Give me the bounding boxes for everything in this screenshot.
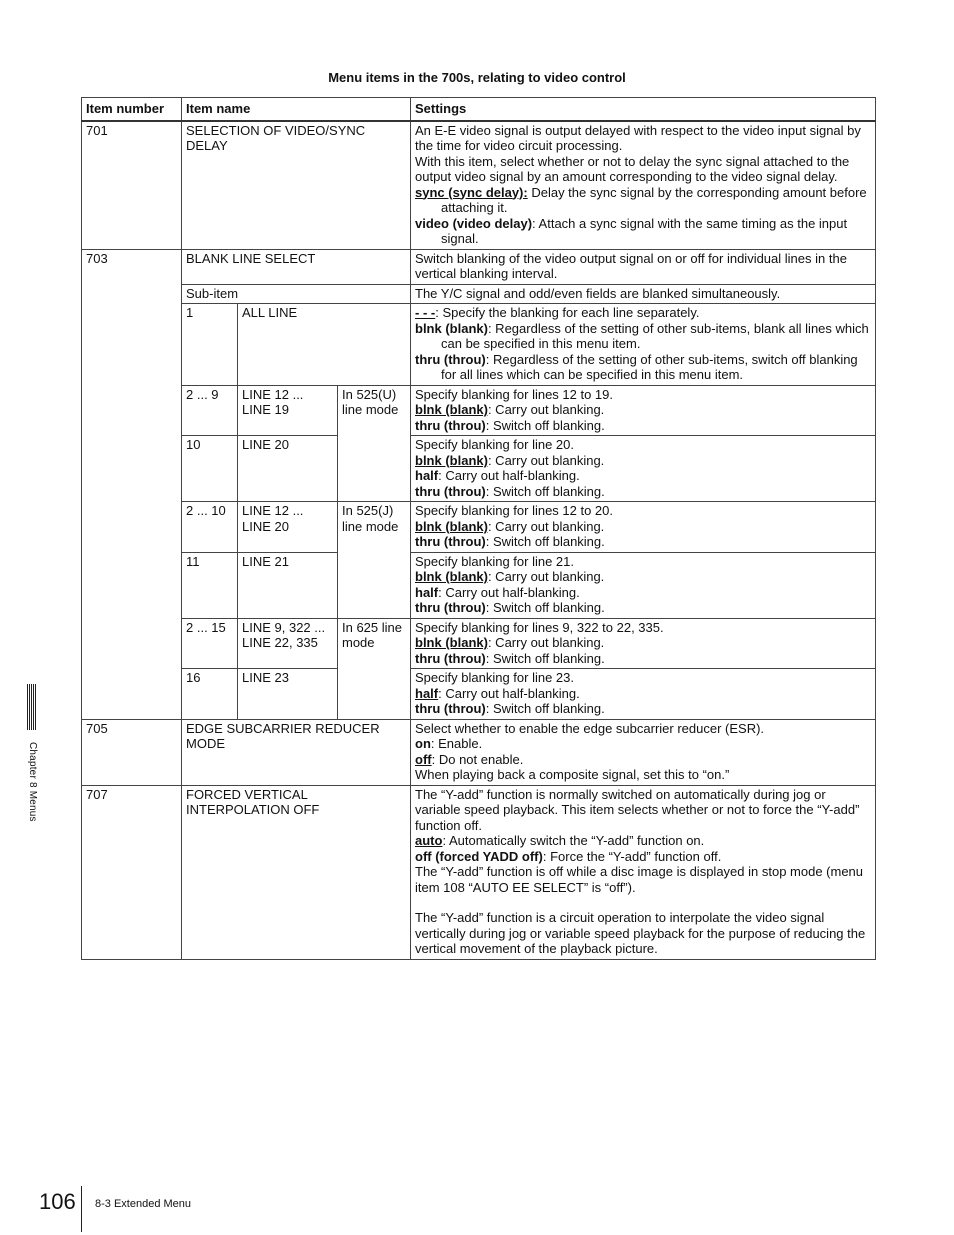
option-text: : Switch off blanking.	[485, 534, 605, 549]
subitem-settings	[411, 618, 876, 669]
option-key: blnk (blank)	[415, 320, 488, 336]
option-key: blnk (blank)	[415, 452, 488, 468]
footer-divider	[81, 1186, 82, 1232]
item-settings	[411, 719, 876, 785]
subitem-number: 10	[182, 436, 238, 502]
table-row	[82, 249, 876, 284]
item-name: BLANK LINE SELECT	[182, 249, 411, 284]
line-mode: In 625 line mode	[338, 618, 411, 719]
line-mode: In 525(J) line mode	[338, 502, 411, 619]
option-text: : Carry out blanking.	[487, 635, 605, 650]
option-key: video (video delay)	[415, 215, 533, 231]
settings-option	[415, 352, 871, 383]
option-text: : Switch off blanking.	[485, 417, 605, 433]
option-text: : Carry out half-blanking.	[438, 468, 580, 483]
option-text: : Regardless of the setting of other sub-items, switch off blanking for all lines which can be specified in this menu item.	[441, 351, 858, 382]
subitem-name: LINE 9, 322 ... LINE 22, 335	[238, 618, 338, 669]
option-key: off (forced YADD off)	[415, 848, 543, 864]
subitem-name: LINE 21	[238, 552, 338, 618]
option-text: : Switch off blanking.	[485, 600, 605, 615]
settings-option	[415, 305, 871, 321]
subitem-number: 2 ... 9	[182, 385, 238, 436]
subitem-settings: The Y/C signal and odd/even fields are blanked simultaneously.	[411, 284, 876, 304]
subitem-row	[82, 304, 876, 386]
option-text: : Carry out half-blanking.	[438, 685, 580, 701]
option-key: thru (throu)	[415, 534, 486, 549]
option-text: : Automatically switch the “Y-add” function on.	[442, 833, 705, 848]
subitem-number: 11	[182, 552, 238, 618]
table-row	[82, 121, 876, 250]
option-key: half	[415, 584, 439, 600]
option-key: half	[415, 468, 439, 483]
option-key: auto	[415, 833, 443, 848]
option-key: thru (throu)	[415, 701, 486, 716]
subitem-row	[82, 502, 876, 553]
option-key: thru (throu)	[415, 650, 486, 666]
item-number: 707	[82, 785, 182, 959]
header-item-name: Item name	[182, 98, 411, 121]
option-key: blnk (blank)	[415, 635, 488, 650]
subitem-number: 2 ... 10	[182, 502, 238, 553]
subitem-settings	[411, 669, 876, 720]
subitem-number: 1	[182, 304, 238, 386]
settings-option	[415, 216, 871, 247]
settings-text: The “Y-add” function is off while a disc image is displayed in stop mode (menu item 108 “AUTO EE SELECT” is “off”).	[415, 864, 864, 895]
table-header-row	[82, 98, 876, 121]
option-key: off	[415, 751, 432, 767]
option-key: blnk (blank)	[415, 518, 488, 534]
option-text: : Switch off blanking.	[485, 483, 605, 499]
settings-text: Specify blanking for lines 9, 322 to 22, 335.	[415, 619, 664, 635]
item-name: FORCED VERTICAL INTERPOLATION OFF	[182, 785, 411, 959]
option-text: : Regardless of the setting of other sub-items, blank all lines which can be specified in this menu item.	[441, 320, 869, 351]
subitem-row	[82, 669, 876, 720]
header-settings: Settings	[411, 98, 876, 121]
chapter-label: Chapter 8 Menus	[27, 742, 38, 822]
menu-items-table	[81, 97, 876, 960]
option-text: : Switch off blanking.	[485, 650, 605, 666]
settings-text: The “Y-add” function is a circuit operation to interpolate the video signal vertically during jog or variable speed playback for the purpose of reducing the vertical movement of the playback picture.	[415, 910, 866, 956]
option-text: : Switch off blanking.	[485, 701, 605, 716]
option-key: blnk (blank)	[415, 569, 488, 584]
settings-text: Specify blanking for lines 12 to 20.	[415, 503, 614, 518]
settings-text: With this item, select whether or not to delay the sync signal attached to the output video signal by an amount corresponding to the video signal delay.	[415, 153, 850, 184]
subitem-name: LINE 12 ... LINE 19	[238, 385, 338, 436]
item-name: EDGE SUBCARRIER REDUCER MODE	[182, 719, 411, 785]
subitem-settings	[411, 502, 876, 553]
page-number: 106	[39, 1189, 76, 1214]
item-number: 703	[82, 249, 182, 719]
option-key: half	[415, 685, 439, 701]
subitem-number: 2 ... 15	[182, 618, 238, 669]
item-number: 701	[82, 121, 182, 250]
subitem-settings	[411, 436, 876, 502]
settings-option	[415, 321, 871, 352]
option-text: : Carry out blanking.	[487, 452, 605, 468]
table-title: Menu items in the 700s, relating to video control	[328, 70, 626, 85]
subitem-settings	[411, 385, 876, 436]
footer-section: 8-3 Extended Menu	[95, 1198, 192, 1210]
option-text: : Carry out blanking.	[487, 569, 605, 584]
option-text: : Carry out blanking.	[487, 402, 605, 417]
option-key: sync (sync delay):	[415, 184, 528, 200]
subitem-row	[82, 618, 876, 669]
option-key: blnk (blank)	[415, 402, 488, 417]
option-key: thru (throu)	[415, 351, 486, 367]
settings-text: Specify blanking for lines 12 to 19.	[415, 386, 614, 402]
line-mode: In 525(U) line mode	[338, 385, 411, 502]
settings-option	[415, 185, 871, 216]
subitem-name: ALL LINE	[238, 304, 411, 386]
item-settings	[411, 785, 876, 959]
option-text: : Do not enable.	[431, 751, 524, 767]
item-number: 705	[82, 719, 182, 785]
option-text: : Attach a sync signal with the same timing as the input signal.	[441, 215, 848, 246]
option-text: : Specify the blanking for each line separately.	[435, 305, 700, 320]
settings-text: Select whether to enable the edge subcarrier reducer (ESR).	[415, 720, 765, 736]
settings-text: Specify blanking for line 21.	[415, 553, 574, 569]
option-text: Delay the sync signal by the corresponding amount before attaching it.	[441, 184, 867, 215]
table-row	[82, 785, 876, 959]
subitem-name: LINE 12 ... LINE 20	[238, 502, 338, 553]
subitem-row	[82, 385, 876, 436]
settings-text: The “Y-add” function is normally switched on automatically during jog or variable speed playback. This item selects whether or not to force the “Y-add” function off.	[415, 786, 860, 833]
subitem-name: LINE 23	[238, 669, 338, 720]
option-key: thru (throu)	[415, 417, 486, 433]
subitem-number: 16	[182, 669, 238, 720]
settings-text: An E-E video signal is output delayed with respect to the video input signal by the time for video circuit processing.	[415, 122, 861, 153]
option-text: : Carry out half-blanking.	[438, 584, 580, 600]
option-key: thru (throu)	[415, 483, 486, 499]
option-key: - - -	[415, 305, 436, 320]
option-text: : Carry out blanking.	[487, 518, 605, 534]
option-key: thru (throu)	[415, 600, 486, 615]
header-item-number: Item number	[82, 98, 182, 121]
subitem-name: LINE 20	[238, 436, 338, 502]
subitem-label: Sub-item	[182, 284, 411, 304]
option-text: : Enable.	[430, 736, 483, 751]
subitem-row	[82, 436, 876, 502]
subitem-settings	[411, 552, 876, 618]
option-key: on	[415, 736, 431, 751]
settings-text: When playing back a composite signal, set this to “on.”	[415, 767, 730, 782]
subitem-header-row	[82, 284, 876, 304]
chapter-tab-marker	[27, 684, 37, 730]
subitem-row	[82, 552, 876, 618]
item-name: SELECTION OF VIDEO/SYNC DELAY	[182, 121, 411, 250]
item-settings: Switch blanking of the video output signal on or off for individual lines in the vertical blanking interval.	[411, 249, 876, 284]
option-text: : Force the “Y-add” function off.	[542, 848, 722, 864]
item-settings	[411, 121, 876, 250]
settings-text: Specify blanking for line 20.	[415, 437, 574, 452]
settings-text: Specify blanking for line 23.	[415, 670, 574, 685]
subitem-settings	[411, 304, 876, 386]
table-row	[82, 719, 876, 785]
